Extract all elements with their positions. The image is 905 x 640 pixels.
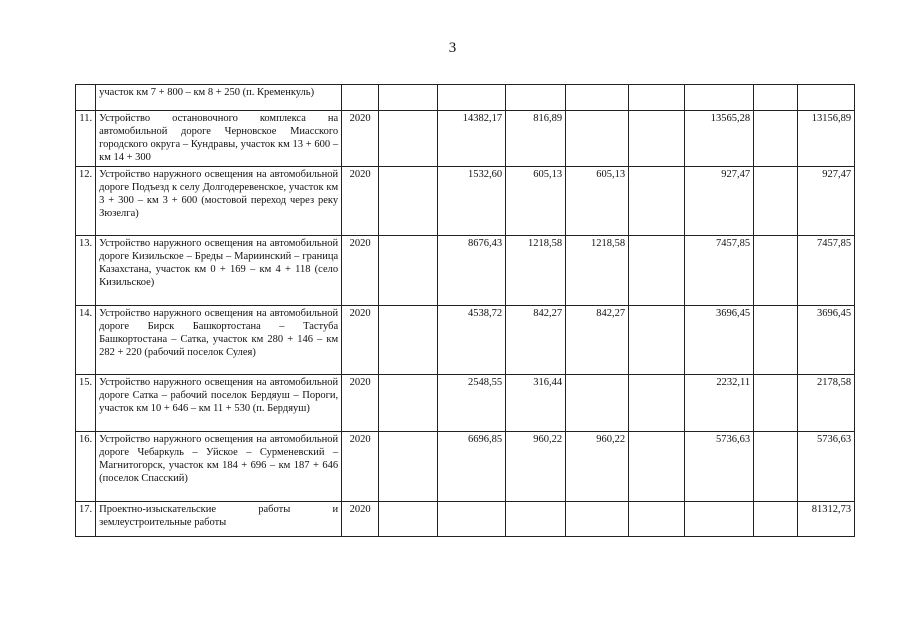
cell-col-8: 13156,89 [798, 111, 855, 167]
row-description: участок км 7 + 800 – км 8 + 250 (п. Кременкуль) [96, 85, 342, 111]
cell-col-6: 7457,85 [685, 236, 754, 306]
row-number: 16. [76, 432, 96, 502]
row-description: Устройство наружного освещения на автомобильной дороге Чебаркуль – Уйское – Сурменевский – Магнитогорск, участок км 184 + 696 – км 187 + 646 (поселок Спасский) [96, 432, 342, 502]
cell-col-1 [379, 236, 438, 306]
cell-total: 1532,60 [438, 167, 506, 236]
table-row [76, 111, 855, 167]
cell-col-4 [566, 85, 629, 111]
row-number: 17. [76, 502, 96, 537]
table-row [76, 432, 855, 502]
row-description: Устройство наружного освещения на автомобильной дороге Подъезд к селу Долгодеревенское, участок км 3 + 300 – км 3 + 600 (мостовой переход через реку Зюзелга) [96, 167, 342, 236]
cell-col-5 [629, 167, 685, 236]
row-number: 13. [76, 236, 96, 306]
row-description: Устройство наружного освещения на автомобильной дороге Бирск Башкортостана – Тастуба Башкортостана – Сатка, участок км 280 + 146 – км 282 + 220 (рабочий поселок Сулея) [96, 306, 342, 375]
cell-col-8: 5736,63 [798, 432, 855, 502]
cell-col-3: 605,13 [506, 167, 566, 236]
row-year [342, 85, 379, 111]
cell-col-1 [379, 306, 438, 375]
cell-col-6 [685, 502, 754, 537]
cell-col-5 [629, 85, 685, 111]
cell-col-3: 842,27 [506, 306, 566, 375]
cell-col-6 [685, 85, 754, 111]
row-year: 2020 [342, 432, 379, 502]
cell-col-8: 7457,85 [798, 236, 855, 306]
row-description: Устройство наружного освещения на автомобильной дороге Кизильское – Бреды – Мариинский – граница Казахстана, участок км 0 + 169 – км 4 + 118 (село Кизильское) [96, 236, 342, 306]
cell-col-6: 3696,45 [685, 306, 754, 375]
cell-col-4: 842,27 [566, 306, 629, 375]
cell-col-8: 2178,58 [798, 375, 855, 432]
table-row [76, 502, 855, 537]
row-description: Устройство наружного освещения на автомобильной дороге Сатка – рабочий поселок Бердяуш – Пороги, участок км 10 + 646 – км 11 + 530 (п. Бердяуш) [96, 375, 342, 432]
row-year: 2020 [342, 236, 379, 306]
row-number: 15. [76, 375, 96, 432]
table-row [76, 167, 855, 236]
row-description: Проектно-изыскательские работы и землеустроительные работы [96, 502, 342, 537]
cell-col-8: 3696,45 [798, 306, 855, 375]
cell-col-3: 316,44 [506, 375, 566, 432]
cell-col-1 [379, 502, 438, 537]
row-year: 2020 [342, 375, 379, 432]
table-row [76, 375, 855, 432]
cell-col-5 [629, 236, 685, 306]
data-table [75, 84, 855, 537]
cell-col-5 [629, 375, 685, 432]
table-row [76, 236, 855, 306]
cell-col-5 [629, 502, 685, 537]
row-description: Устройство остановочного комплекса на автомобильной дороге Черновское Миасского городского округа – Кундравы, участок км 13 + 600 – км 14 + 300 [96, 111, 342, 167]
cell-col-7 [754, 236, 798, 306]
row-number: 11. [76, 111, 96, 167]
cell-col-7 [754, 167, 798, 236]
cell-col-8: 81312,73 [798, 502, 855, 537]
cell-col-4: 605,13 [566, 167, 629, 236]
cell-col-1 [379, 111, 438, 167]
cell-col-5 [629, 306, 685, 375]
cell-col-4: 1218,58 [566, 236, 629, 306]
cell-col-8: 927,47 [798, 167, 855, 236]
row-year: 2020 [342, 306, 379, 375]
row-number [76, 85, 96, 111]
cell-col-1 [379, 85, 438, 111]
cell-col-1 [379, 375, 438, 432]
cell-total: 6696,85 [438, 432, 506, 502]
cell-col-7 [754, 502, 798, 537]
cell-col-4 [566, 375, 629, 432]
cell-col-4: 960,22 [566, 432, 629, 502]
cell-col-1 [379, 167, 438, 236]
cell-col-6: 13565,28 [685, 111, 754, 167]
cell-total [438, 85, 506, 111]
row-year: 2020 [342, 167, 379, 236]
row-number: 14. [76, 306, 96, 375]
cell-col-5 [629, 111, 685, 167]
table-row [76, 306, 855, 375]
cell-col-3: 960,22 [506, 432, 566, 502]
cell-col-3 [506, 85, 566, 111]
cell-col-1 [379, 432, 438, 502]
cell-col-6: 2232,11 [685, 375, 754, 432]
cell-total: 2548,55 [438, 375, 506, 432]
cell-col-6: 5736,63 [685, 432, 754, 502]
cell-col-8 [798, 85, 855, 111]
cell-total: 8676,43 [438, 236, 506, 306]
cell-col-4 [566, 111, 629, 167]
row-year: 2020 [342, 502, 379, 537]
row-year: 2020 [342, 111, 379, 167]
cell-col-7 [754, 432, 798, 502]
cell-col-7 [754, 306, 798, 375]
page-number: 3 [448, 40, 457, 56]
cell-col-3 [506, 502, 566, 537]
cell-total: 14382,17 [438, 111, 506, 167]
table-row [76, 85, 855, 111]
cell-col-3: 1218,58 [506, 236, 566, 306]
cell-col-7 [754, 375, 798, 432]
cell-col-5 [629, 432, 685, 502]
cell-col-7 [754, 85, 798, 111]
cell-col-4 [566, 502, 629, 537]
cell-col-7 [754, 111, 798, 167]
cell-total [438, 502, 506, 537]
row-number: 12. [76, 167, 96, 236]
cell-col-6: 927,47 [685, 167, 754, 236]
cell-total: 4538,72 [438, 306, 506, 375]
cell-col-3: 816,89 [506, 111, 566, 167]
